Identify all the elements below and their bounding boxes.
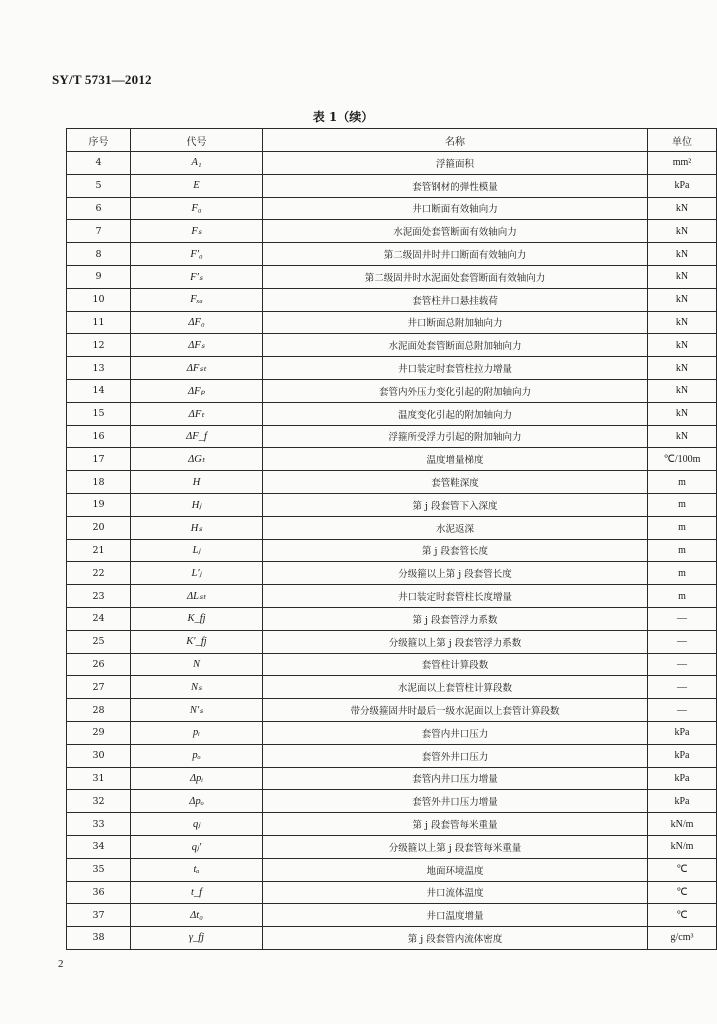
symbol-code: γ_fj	[131, 927, 263, 950]
symbol-name: 浮箍面积	[263, 152, 648, 175]
symbol-unit: kPa	[648, 767, 717, 790]
symbol-name: 第二级固井时井口断面有效轴向力	[263, 243, 648, 266]
symbol-unit: kPa	[648, 744, 717, 767]
symbol-code: ΔF_f	[131, 425, 263, 448]
symbol-unit: m	[648, 516, 717, 539]
table-body	[67, 152, 717, 950]
row-number: 34	[67, 835, 131, 858]
symbol-code: Δt₀	[131, 904, 263, 927]
row-number: 33	[67, 813, 131, 836]
symbol-code: Hⱼ	[131, 493, 263, 516]
row-number: 15	[67, 402, 131, 425]
symbol-name: 水泥面处套管断面总附加轴向力	[263, 334, 648, 357]
table-row	[67, 197, 717, 220]
row-number: 16	[67, 425, 131, 448]
row-number: 21	[67, 539, 131, 562]
symbol-name: 井口装定时套管柱长度增量	[263, 585, 648, 608]
symbol-unit: m	[648, 562, 717, 585]
symbol-unit: g/cm³	[648, 927, 717, 950]
symbol-unit: kN	[648, 197, 717, 220]
symbol-unit: kN	[648, 288, 717, 311]
symbol-unit: —	[648, 630, 717, 653]
symbol-code: ΔFₛₜ	[131, 357, 263, 380]
symbol-unit: m	[648, 471, 717, 494]
table-header-row	[67, 129, 717, 152]
row-number: 24	[67, 607, 131, 630]
table-row	[67, 676, 717, 699]
symbol-name: 温度变化引起的附加轴向力	[263, 402, 648, 425]
row-number: 32	[67, 790, 131, 813]
row-number: 13	[67, 357, 131, 380]
row-number: 38	[67, 927, 131, 950]
column-header-code: 代号	[131, 129, 263, 152]
symbol-name: 套管内井口压力增量	[263, 767, 648, 790]
symbol-name: 分级箍以上第 j 段套管浮力系数	[263, 630, 648, 653]
table-row	[67, 721, 717, 744]
symbol-name: 第 j 段套管内流体密度	[263, 927, 648, 950]
row-number: 5	[67, 174, 131, 197]
symbol-code: F₀	[131, 197, 263, 220]
row-number: 26	[67, 653, 131, 676]
symbol-code: E	[131, 174, 263, 197]
symbol-code: qⱼ	[131, 813, 263, 836]
symbol-unit: —	[648, 676, 717, 699]
symbol-unit: —	[648, 653, 717, 676]
row-number: 25	[67, 630, 131, 653]
symbol-code: F′ₛ	[131, 265, 263, 288]
table-row	[67, 516, 717, 539]
table-row	[67, 858, 717, 881]
table-row	[67, 311, 717, 334]
symbol-unit: kN	[648, 357, 717, 380]
symbol-name: 套管外井口压力增量	[263, 790, 648, 813]
symbol-unit: mm²	[648, 152, 717, 175]
symbol-code: Nₛ	[131, 676, 263, 699]
table-row	[67, 288, 717, 311]
symbol-code: pₒ	[131, 744, 263, 767]
row-number: 17	[67, 448, 131, 471]
symbol-name: 分级箍以上第 j 段套管长度	[263, 562, 648, 585]
table-row	[67, 585, 717, 608]
symbol-code: Δpᵢ	[131, 767, 263, 790]
symbol-code: t_f	[131, 881, 263, 904]
table-row	[67, 265, 717, 288]
table-row	[67, 448, 717, 471]
table-row	[67, 493, 717, 516]
row-number: 36	[67, 881, 131, 904]
table-row	[67, 927, 717, 950]
symbol-code: ΔFₛ	[131, 334, 263, 357]
row-number: 11	[67, 311, 131, 334]
symbol-name: 分级箍以上第 j 段套管每米重量	[263, 835, 648, 858]
symbol-name: 套管鞋深度	[263, 471, 648, 494]
symbol-code: N	[131, 653, 263, 676]
row-number: 4	[67, 152, 131, 175]
symbol-name: 井口断面总附加轴向力	[263, 311, 648, 334]
symbol-code: K_fj	[131, 607, 263, 630]
symbol-unit: kN	[648, 220, 717, 243]
symbol-unit: ℃/100m	[648, 448, 717, 471]
table-row	[67, 630, 717, 653]
row-number: 7	[67, 220, 131, 243]
symbol-unit: ℃	[648, 904, 717, 927]
table-row	[67, 835, 717, 858]
symbol-code: F′₀	[131, 243, 263, 266]
row-number: 9	[67, 265, 131, 288]
table-row	[67, 402, 717, 425]
table-row	[67, 881, 717, 904]
table-caption: 表 1（续）	[312, 110, 374, 124]
symbol-code: ΔGₜ	[131, 448, 263, 471]
table-row	[67, 767, 717, 790]
symbol-name: 套管外井口压力	[263, 744, 648, 767]
symbol-code: L′ⱼ	[131, 562, 263, 585]
table-row	[67, 334, 717, 357]
symbol-unit: kPa	[648, 174, 717, 197]
table-row	[67, 653, 717, 676]
row-number: 29	[67, 721, 131, 744]
symbol-name: 温度增量梯度	[263, 448, 648, 471]
row-number: 10	[67, 288, 131, 311]
symbol-unit: —	[648, 607, 717, 630]
symbol-unit: ℃	[648, 881, 717, 904]
symbol-unit: kN	[648, 425, 717, 448]
column-header-no: 序号	[67, 129, 131, 152]
symbol-unit: kN/m	[648, 813, 717, 836]
row-number: 28	[67, 699, 131, 722]
row-number: 14	[67, 379, 131, 402]
standard-number: SY/T 5731—2012	[52, 72, 152, 87]
symbol-name: 地面环境温度	[263, 858, 648, 881]
table-row	[67, 220, 717, 243]
symbol-name: 浮箍所受浮力引起的附加轴向力	[263, 425, 648, 448]
symbol-unit: kN	[648, 379, 717, 402]
row-number: 37	[67, 904, 131, 927]
row-number: 22	[67, 562, 131, 585]
table-row	[67, 790, 717, 813]
symbol-code: ΔF₀	[131, 311, 263, 334]
symbol-code: ΔFₜ	[131, 402, 263, 425]
table-row	[67, 607, 717, 630]
row-number: 20	[67, 516, 131, 539]
symbol-code: qⱼ′	[131, 835, 263, 858]
symbol-unit: kN	[648, 243, 717, 266]
table-row	[67, 699, 717, 722]
table-row	[67, 357, 717, 380]
symbol-code: N′ₛ	[131, 699, 263, 722]
row-number: 30	[67, 744, 131, 767]
symbol-unit: m	[648, 539, 717, 562]
column-header-name: 名称	[263, 129, 648, 152]
symbol-code: pᵢ	[131, 721, 263, 744]
symbol-name: 第 j 段套管下入深度	[263, 493, 648, 516]
symbol-name: 套管柱井口悬挂载荷	[263, 288, 648, 311]
row-number: 27	[67, 676, 131, 699]
symbol-name: 带分级箍固井时最后一级水泥面以上套管计算段数	[263, 699, 648, 722]
row-number: 23	[67, 585, 131, 608]
symbol-code: A₁	[131, 152, 263, 175]
symbol-unit: kN/m	[648, 835, 717, 858]
symbol-code: Δpₒ	[131, 790, 263, 813]
table-row	[67, 562, 717, 585]
symbol-name: 水泥面处套管断面有效轴向力	[263, 220, 648, 243]
symbol-code: ΔFₚ	[131, 379, 263, 402]
table-row	[67, 379, 717, 402]
table-row	[67, 744, 717, 767]
symbol-unit: —	[648, 699, 717, 722]
symbol-name: 水泥返深	[263, 516, 648, 539]
row-number: 31	[67, 767, 131, 790]
symbol-code: Fₛ	[131, 220, 263, 243]
symbol-name: 井口装定时套管柱拉力增量	[263, 357, 648, 380]
symbol-code: H	[131, 471, 263, 494]
table-row	[67, 813, 717, 836]
symbol-name: 套管内井口压力	[263, 721, 648, 744]
symbol-name: 套管内外压力变化引起的附加轴向力	[263, 379, 648, 402]
page-number: 2	[58, 958, 64, 970]
symbol-unit: kN	[648, 311, 717, 334]
table-row	[67, 539, 717, 562]
symbol-name: 第 j 段套管长度	[263, 539, 648, 562]
symbol-unit: ℃	[648, 858, 717, 881]
table-row	[67, 425, 717, 448]
table-row	[67, 243, 717, 266]
symbol-code: Hₛ	[131, 516, 263, 539]
symbol-unit: kPa	[648, 790, 717, 813]
symbol-code: ΔLₛₜ	[131, 585, 263, 608]
symbol-name: 井口流体温度	[263, 881, 648, 904]
symbol-name: 井口断面有效轴向力	[263, 197, 648, 220]
symbol-name: 第 j 段套管浮力系数	[263, 607, 648, 630]
symbol-unit: kN	[648, 402, 717, 425]
symbol-unit: kPa	[648, 721, 717, 744]
symbol-unit: m	[648, 493, 717, 516]
symbol-code: K′_fj	[131, 630, 263, 653]
row-number: 12	[67, 334, 131, 357]
symbol-name: 套管柱计算段数	[263, 653, 648, 676]
symbol-name: 套管钢材的弹性模量	[263, 174, 648, 197]
column-header-unit: 单位	[648, 129, 717, 152]
symbol-code: Lⱼ	[131, 539, 263, 562]
symbol-name: 第二级固井时水泥面处套管断面有效轴向力	[263, 265, 648, 288]
symbol-code: Fₓₐ	[131, 288, 263, 311]
row-number: 35	[67, 858, 131, 881]
row-number: 6	[67, 197, 131, 220]
symbol-unit: kN	[648, 334, 717, 357]
row-number: 18	[67, 471, 131, 494]
table-row	[67, 904, 717, 927]
symbol-unit: kN	[648, 265, 717, 288]
symbol-name: 第 j 段套管每米重量	[263, 813, 648, 836]
table-row	[67, 471, 717, 494]
symbol-unit: m	[648, 585, 717, 608]
symbol-code: tₐ	[131, 858, 263, 881]
table-row	[67, 174, 717, 197]
row-number: 8	[67, 243, 131, 266]
table-row	[67, 152, 717, 175]
symbol-name: 井口温度增量	[263, 904, 648, 927]
symbol-table	[66, 128, 717, 950]
row-number: 19	[67, 493, 131, 516]
symbol-name: 水泥面以上套管柱计算段数	[263, 676, 648, 699]
